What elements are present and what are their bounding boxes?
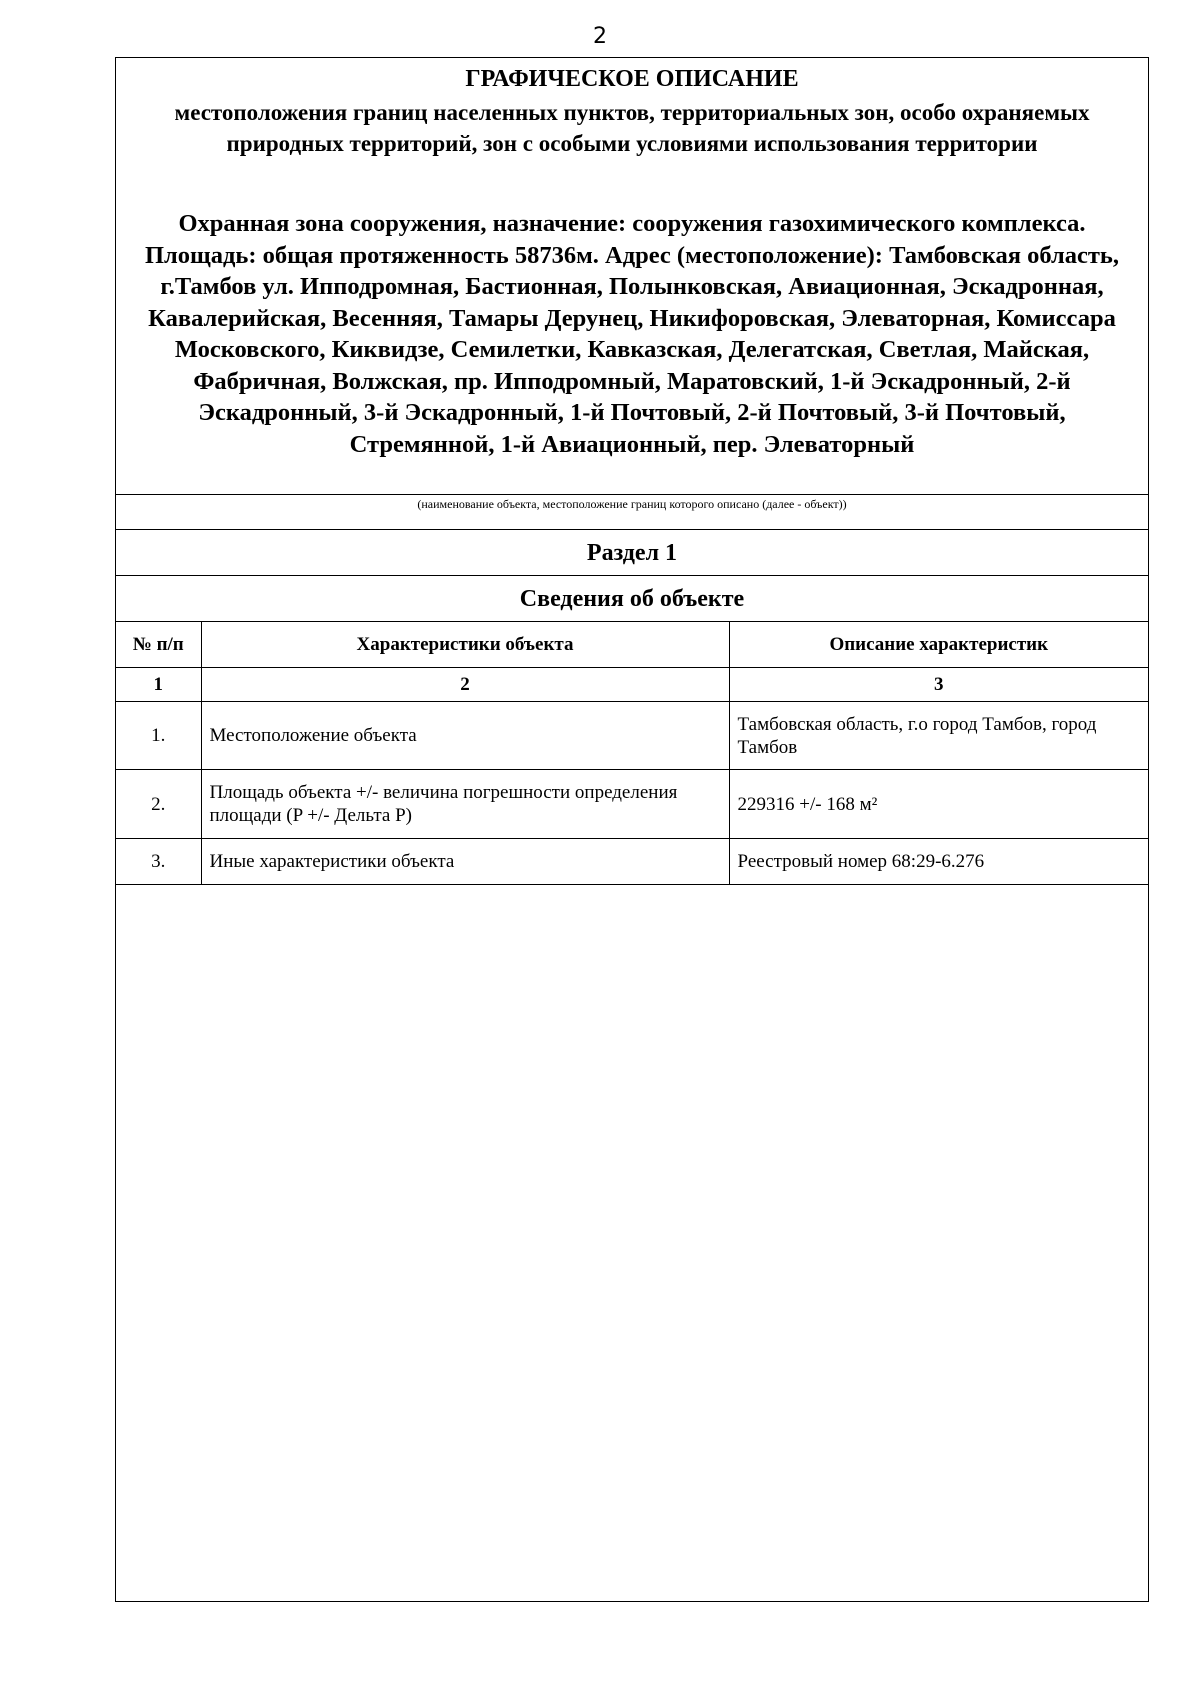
page-number: 2 bbox=[593, 24, 607, 49]
row-description: Тамбовская область, г.о город Тамбов, город Тамбов bbox=[729, 702, 1148, 770]
row-number: 1. bbox=[116, 702, 201, 770]
header-number: № п/п bbox=[116, 622, 201, 668]
row-characteristic: Площадь объекта +/- величина погрешности определения площади (P +/- Дельта P) bbox=[201, 770, 729, 839]
column-numbers-row bbox=[116, 668, 1148, 702]
table-row bbox=[116, 702, 1148, 770]
row-number: 3. bbox=[116, 839, 201, 885]
column-number-3: 3 bbox=[729, 668, 1148, 702]
row-characteristic: Иные характеристики объекта bbox=[201, 839, 729, 885]
row-characteristic: Местоположение объекта bbox=[201, 702, 729, 770]
column-number-2: 2 bbox=[201, 668, 729, 702]
object-name: Охранная зона сооружения, назначение: сооружения газохимического комплекса. Площадь: общая протяженность 58736м. Адрес (местоположение): Тамбовская область, г.Тамбов ул. Ипподромная, Бастионная, Полынковская, Авиационная, Эскадронная, Кавалерийская, Весенняя, Тамары Дерунец, Никифоровская, Элеваторная, Комиссара Московского, Киквидзе, Семилетки, Кавказская, Делегатская, Светлая, Майская, Фабричная, Волжская, пр. Ипподромный, Маратовский, 1-й Эскадронный, 2-й Эскадронный, 3-й Эскадронный, 1-й Почтовый, 2-й Почтовый, 3-й Почтовый, Стремянной, 1-й Авиационный, пер. Элеваторный bbox=[145, 210, 1119, 458]
document-frame bbox=[115, 57, 1149, 1602]
document-title: ГРАФИЧЕСКОЕ ОПИСАНИЕ bbox=[465, 66, 799, 92]
section-label: Раздел 1 bbox=[586, 540, 678, 566]
row-description: Реестровый номер 68:29-6.276 bbox=[729, 839, 1148, 885]
object-info-table bbox=[116, 622, 1148, 885]
table-header-row bbox=[116, 622, 1148, 668]
table-row bbox=[116, 839, 1148, 885]
document-subtitle: местоположения границ населенных пунктов, территориальных зон, особо охраняемых природных территорий, зон с особыми условиями использования территории bbox=[174, 100, 1090, 156]
section-label-row bbox=[116, 530, 1148, 576]
row-description: 229316 +/- 168 м² bbox=[729, 770, 1148, 839]
section-heading: Сведения об объекте bbox=[519, 586, 745, 612]
header-block bbox=[116, 58, 1148, 495]
object-name-caption: (наименование объекта, местоположение границ которого описано (далее - объект)) bbox=[417, 497, 847, 511]
table-row bbox=[116, 770, 1148, 839]
header-characteristic: Характеристики объекта bbox=[201, 622, 729, 668]
header-description: Описание характеристик bbox=[729, 622, 1148, 668]
section-heading-row bbox=[116, 576, 1148, 622]
caption-row bbox=[116, 495, 1148, 530]
row-number: 2. bbox=[116, 770, 201, 839]
column-number-1: 1 bbox=[116, 668, 201, 702]
